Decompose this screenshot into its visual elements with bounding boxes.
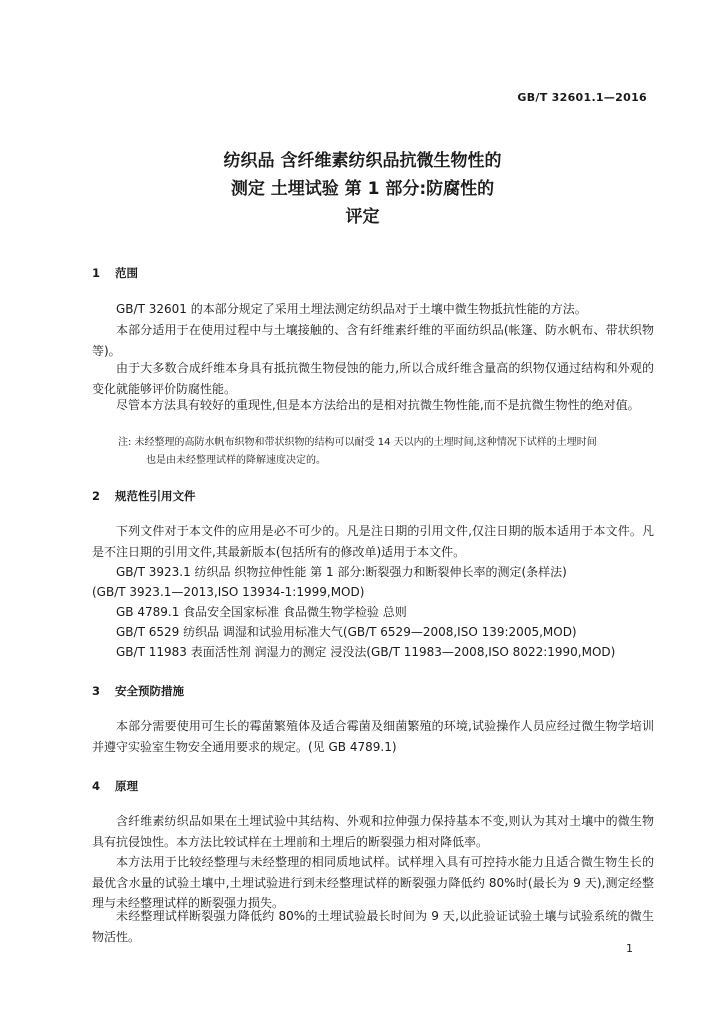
page-number: 1 [626, 942, 633, 955]
section-4-heading [92, 778, 138, 794]
section-1-para-3: 由于大多数合成纤维本身具有抵抗微生物侵蚀的能力,所以合成纤维含量高的织物仅通过结构和外观的变化就能够评价防腐性能。 [92, 361, 654, 396]
title-line-3: 评定 [345, 207, 380, 227]
section-4-para-3: 未经整理试样断裂强力降低约 80%的土埋试验最长时间为 9 天,以此验证试验土壤与试验系统的微生物活性。 [92, 909, 654, 944]
section-3-para-1: 本部分需要使用可生长的霉菌繁殖体及适合霉菌及细菌繁殖的环境,试验操作人员应经过微生物学培训并遵守实验室生物安全通用要求的规定。(见 GB 4789.1) [92, 719, 654, 754]
section-3-title: 安全预防措施 [115, 684, 184, 698]
reference-gb-4789-1: GB 4789.1 食品安全国家标准 食品微生物学检验 总则 [116, 605, 407, 619]
section-1-para-4: 尽管本方法具有较好的重现性,但是本方法给出的是相对抗微生物性能,而不是抗微生物性的绝对值。 [116, 398, 640, 412]
section-2-title: 规范性引用文件 [115, 489, 196, 503]
reference-gb-t-3923-1-continued: (GB/T 3923.1—2013,ISO 13934-1:1999,MOD) [92, 585, 365, 599]
section-4-para-1: 含纤维素纺织品如果在土埋试验中其结构、外观和拉伸强力保持基本不变,则认为其对土壤中的微生物具有抗侵蚀性。本方法比较试样在土埋前和土埋后的断裂强力相对降低率。 [92, 814, 654, 849]
section-4-number: 4 [92, 779, 101, 793]
section-2-heading [92, 488, 196, 504]
section-1-number: 1 [92, 266, 101, 280]
section-1-heading [92, 265, 138, 281]
document-title [0, 147, 725, 231]
section-1-title: 范围 [115, 266, 138, 280]
reference-gb-t-3923-1: GB/T 3923.1 纺织品 织物拉伸性能 第 1 部分:断裂强力和断裂伸长率的测定(条样法) [116, 565, 567, 579]
section-4-para-2: 本方法用于比较经整理与未经整理的相同质地试样。试样埋入具有可控持水能力且适合微生物生长的最优含水量的试验土壤中,土埋试验进行到未经整理试样的断裂强力降低约 80%时(最长为 9 天),测定经整理与未经整理试样的断裂强力损失。 [92, 855, 654, 910]
reference-gb-t-6529: GB/T 6529 纺织品 调湿和试验用标准大气(GB/T 6529—2008,ISO 139:2005,MOD) [116, 625, 577, 639]
section-2-para-1: 下列文件对于本文件的应用是必不可少的。凡是注日期的引用文件,仅注日期的版本适用于本文件。凡是不注日期的引用文件,其最新版本(包括所有的修改单)适用于本文件。 [92, 524, 654, 559]
section-3-heading [92, 683, 184, 699]
section-3-number: 3 [92, 684, 101, 698]
section-2-number: 2 [92, 489, 101, 503]
section-1-para-2: 本部分适用于在使用过程中与土壤接触的、含有纤维素纤维的平面纺织品(帐篷、防水帆布、带状织物等)。 [92, 323, 654, 358]
note-line-1: 注: 未经整理的高防水帆布织物和带状织物的结构可以耐受 14 天以内的土埋时间,这种情况下试样的土埋时间 [118, 437, 597, 448]
title-line-2: 测定 土埋试验 第 1 部分:防腐性的 [230, 179, 495, 199]
note-line-2: 也是由未经整理试样的降解速度决定的。 [146, 455, 326, 466]
title-line-1: 纺织品 含纤维素纺织品抗微生物性的 [223, 151, 502, 171]
section-4-title: 原理 [115, 779, 138, 793]
standard-number: GB/T 32601.1—2016 [517, 91, 647, 104]
reference-gb-t-11983: GB/T 11983 表面活性剂 润湿力的测定 浸没法(GB/T 11983—2008,ISO 8022:1990,MOD) [116, 645, 616, 659]
section-1-para-1: GB/T 32601 的本部分规定了采用土埋法测定纺织品对于土壤中微生物抵抗性能的方法。 [116, 302, 587, 316]
section-1-note [118, 434, 658, 470]
